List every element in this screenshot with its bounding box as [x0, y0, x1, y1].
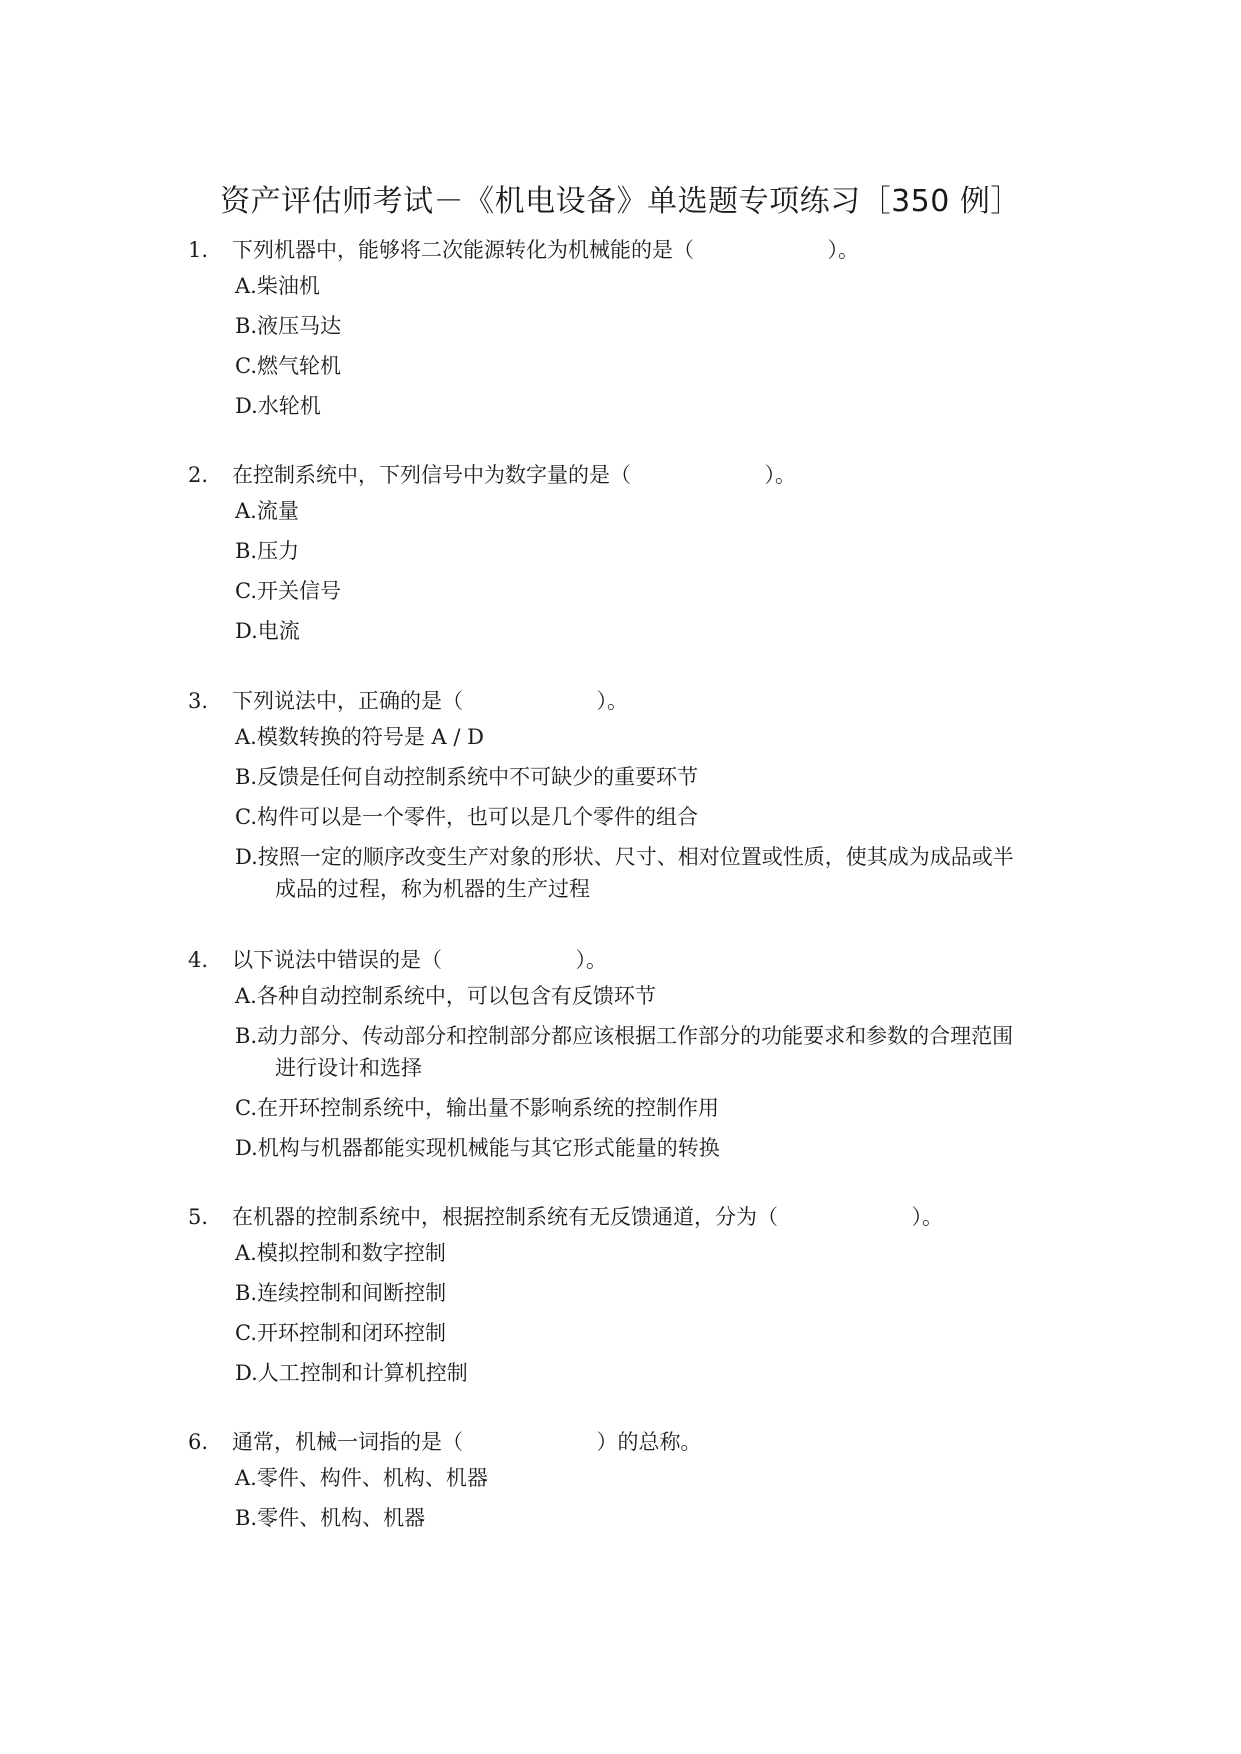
option-text: 开关信号 — [257, 579, 341, 603]
option-letter: D. — [235, 845, 258, 869]
option-letter: C. — [235, 1321, 257, 1345]
option-list — [188, 980, 1068, 1164]
question-stem — [188, 681, 1068, 721]
option-letter: A. — [235, 984, 257, 1008]
option-text: 机构与机器都能实现机械能与其它形式能量的转换 — [257, 1136, 720, 1160]
option-c — [237, 801, 1068, 833]
option-letter: C. — [235, 579, 257, 603]
option-d — [237, 1357, 1068, 1389]
question-number: 3. — [188, 689, 209, 713]
option-b — [237, 761, 1068, 793]
option-b — [237, 1020, 1068, 1084]
option-list — [188, 270, 1068, 422]
question-number: 4. — [188, 948, 209, 972]
option-list — [188, 1462, 1068, 1534]
option-text: 开环控制和闭环控制 — [257, 1321, 446, 1345]
option-text: 流量 — [256, 499, 299, 523]
option-letter: A. — [235, 1466, 257, 1490]
option-text: 模拟控制和数字控制 — [256, 1241, 446, 1265]
question-6 — [188, 1422, 1068, 1542]
question-text: 通常，机械一词指的是（ ）的总称。 — [232, 1430, 702, 1454]
option-letter: C. — [235, 805, 257, 829]
option-text-continued: 进行设计和选择 — [275, 1056, 422, 1080]
option-text-continued: 成品的过程，称为机器的生产过程 — [275, 877, 590, 901]
question-text: 下列说法中，正确的是（ ）。 — [232, 689, 629, 713]
option-list — [188, 1237, 1068, 1389]
option-text: 电流 — [257, 619, 300, 643]
option-text: 动力部分、传动部分和控制部分都应该根据工作部分的功能要求和参数的合理范围 — [257, 1024, 1014, 1048]
option-letter: B. — [235, 1281, 258, 1305]
option-b — [237, 1502, 1068, 1534]
option-a — [237, 270, 1068, 302]
option-letter: B. — [235, 539, 258, 563]
option-c — [237, 1092, 1068, 1124]
question-stem — [188, 1197, 1068, 1237]
option-b — [237, 1277, 1068, 1309]
option-a — [237, 1237, 1068, 1269]
option-b — [237, 535, 1068, 567]
option-letter: B. — [235, 1506, 258, 1530]
question-text: 在机器的控制系统中，根据控制系统有无反馈通道，分为（ ）。 — [232, 1205, 944, 1229]
option-text: 液压马达 — [257, 314, 342, 338]
option-letter: D. — [235, 1361, 258, 1385]
option-letter: B. — [235, 765, 258, 789]
option-text: 在开环控制系统中，输出量不影响系统的控制作用 — [257, 1096, 719, 1120]
question-stem — [188, 455, 1068, 495]
option-a — [237, 495, 1068, 527]
option-text: 人工控制和计算机控制 — [257, 1361, 468, 1385]
option-text: 构件可以是一个零件，也可以是几个零件的组合 — [257, 805, 698, 829]
question-1 — [188, 230, 1068, 430]
option-text: 柴油机 — [256, 274, 320, 298]
question-5 — [188, 1197, 1068, 1397]
question-number: 1. — [188, 238, 209, 262]
option-letter: C. — [235, 354, 257, 378]
question-text: 下列机器中，能够将二次能源转化为机械能的是（ ）。 — [232, 238, 860, 262]
question-stem — [188, 1422, 1068, 1462]
option-letter: D. — [235, 1136, 258, 1160]
option-a — [237, 980, 1068, 1012]
option-a — [237, 1462, 1068, 1494]
option-text: 连续控制和间断控制 — [257, 1281, 447, 1305]
question-text: 以下说法中错误的是（ ）。 — [232, 948, 608, 972]
option-text: 模数转换的符号是 A / D — [256, 725, 484, 749]
question-stem — [188, 940, 1068, 980]
option-c — [237, 575, 1068, 607]
option-a — [237, 721, 1068, 753]
option-text: 燃气轮机 — [257, 354, 341, 378]
option-d — [237, 615, 1068, 647]
question-number: 6. — [188, 1430, 209, 1454]
option-letter: B. — [235, 314, 258, 338]
option-letter: A. — [235, 274, 257, 298]
question-stem — [188, 230, 1068, 270]
question-3 — [188, 681, 1068, 913]
question-2 — [188, 455, 1068, 655]
option-letter: A. — [235, 499, 257, 523]
question-number: 5. — [188, 1205, 209, 1229]
question-number: 2. — [188, 463, 209, 487]
option-c — [237, 350, 1068, 382]
option-text: 水轮机 — [257, 394, 321, 418]
option-list — [188, 495, 1068, 647]
option-text: 压力 — [257, 539, 300, 563]
option-text: 零件、机构、机器 — [257, 1506, 426, 1530]
option-list — [188, 721, 1068, 905]
option-letter: D. — [235, 394, 258, 418]
question-4 — [188, 940, 1068, 1172]
option-text: 各种自动控制系统中，可以包含有反馈环节 — [256, 984, 656, 1008]
option-letter: D. — [235, 619, 258, 643]
option-letter: B. — [235, 1024, 258, 1048]
option-letter: A. — [235, 725, 257, 749]
page-title: 资产评估师考试－《机电设备》单选题专项练习［350 例］ — [220, 184, 1021, 219]
option-text: 零件、构件、机构、机器 — [256, 1466, 488, 1490]
question-text: 在控制系统中，下列信号中为数字量的是（ ）。 — [232, 463, 797, 487]
option-letter: C. — [235, 1096, 257, 1120]
option-letter: A. — [235, 1241, 257, 1265]
option-text: 反馈是任何自动控制系统中不可缺少的重要环节 — [257, 765, 699, 789]
option-c — [237, 1317, 1068, 1349]
option-d — [237, 390, 1068, 422]
option-d — [237, 1132, 1068, 1164]
option-d — [237, 841, 1068, 905]
option-text: 按照一定的顺序改变生产对象的形状、尺寸、相对位置或性质，使其成为成品或半 — [257, 845, 1014, 869]
option-b — [237, 310, 1068, 342]
